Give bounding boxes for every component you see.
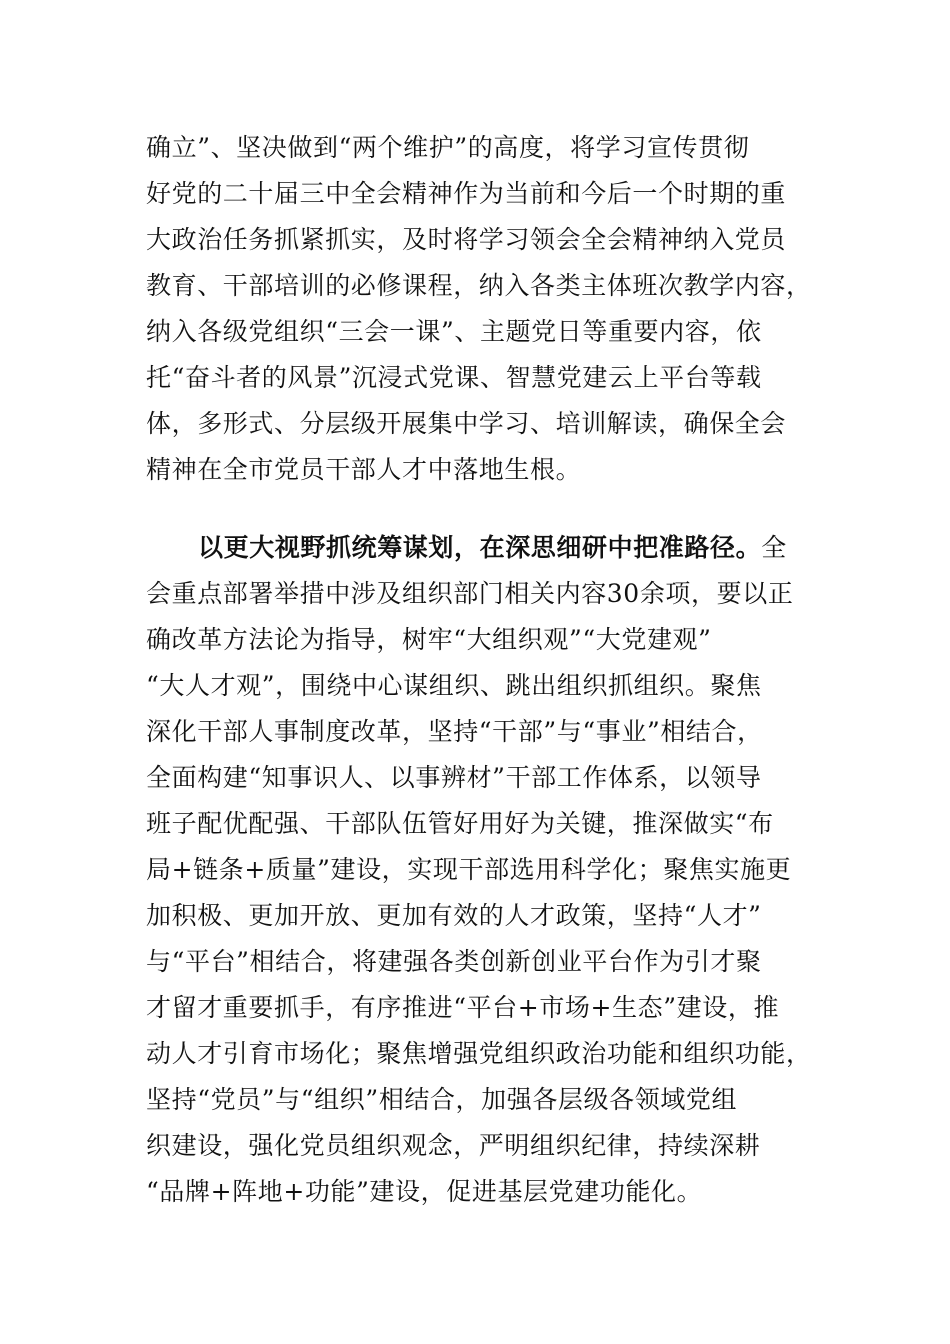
paragraph-2	[146, 525, 812, 1215]
text-line: 加积极、更加开放、更加有效的人才政策，坚持“人才”	[146, 901, 762, 930]
text-line: 确改革方法论为指导，树牢“大组织观”“大党建观”	[146, 625, 712, 654]
text-line: 教育、干部培训的必修课程，纳入各类主体班次教学内容，	[146, 271, 812, 300]
text-line: 动人才引育市场化；聚焦增强党组织政治功能和组织功能，	[146, 1039, 812, 1068]
text-line: 大政治任务抓紧抓实，及时将学习领会全会精神纳入党员	[146, 225, 787, 254]
text-line: 托“奋斗者的风景”沉浸式党课、智慧党建云上平台等载	[146, 363, 762, 392]
paragraph-first-line	[146, 525, 796, 571]
text-line: 织建设，强化党员组织观念，严明组织纪律，持续深耕	[146, 1131, 761, 1160]
paragraph-first-line-rest: 全	[761, 533, 787, 562]
paragraph-heading: 以更大视野抓统筹谋划，在深思细研中把准路径。	[198, 533, 762, 562]
text-line: 班子配优配强、干部队伍管好用好为关键，推深做实“布	[146, 809, 774, 838]
text-line: 全面构建“知事识人、以事辨材”干部工作体系，以领导	[146, 763, 762, 792]
text-line: 好党的二十届三中全会精神作为当前和今后一个时期的重	[146, 179, 787, 208]
text-line: 局+链条+质量”建设，实现干部选用科学化；聚焦实施更	[146, 855, 792, 884]
text-line: 确立”、坚决做到“两个维护”的高度，将学习宣传贯彻	[146, 133, 750, 162]
text-line: 坚持“党员”与“组织”相结合，加强各层级各领域党组	[146, 1085, 738, 1114]
text-line: 深化干部人事制度改革，坚持“干部”与“事业”相结合，	[146, 717, 763, 746]
text-line: “大人才观”，围绕中心谋组织、跳出组织抓组织。聚焦	[146, 671, 762, 700]
text-line: 纳入各级党组织“三会一课”、主题党日等重要内容，依	[146, 317, 762, 346]
text-line: 才留才重要抓手，有序推进“平台+市场+生态”建设，推	[146, 993, 780, 1022]
text-line: 与“平台”相结合，将建强各类创新创业平台作为引才聚	[146, 947, 762, 976]
text-line: 体，多形式、分层级开展集中学习、培训解读，确保全会	[146, 409, 787, 438]
text-line: 会重点部署举措中涉及组织部门相关内容30余项，要以正	[146, 579, 794, 608]
paragraph-1	[146, 125, 812, 493]
text-line: “品牌+阵地+功能”建设，促进基层党建功能化。	[146, 1177, 703, 1206]
text-line: 精神在全市党员干部人才中落地生根。	[146, 455, 582, 484]
